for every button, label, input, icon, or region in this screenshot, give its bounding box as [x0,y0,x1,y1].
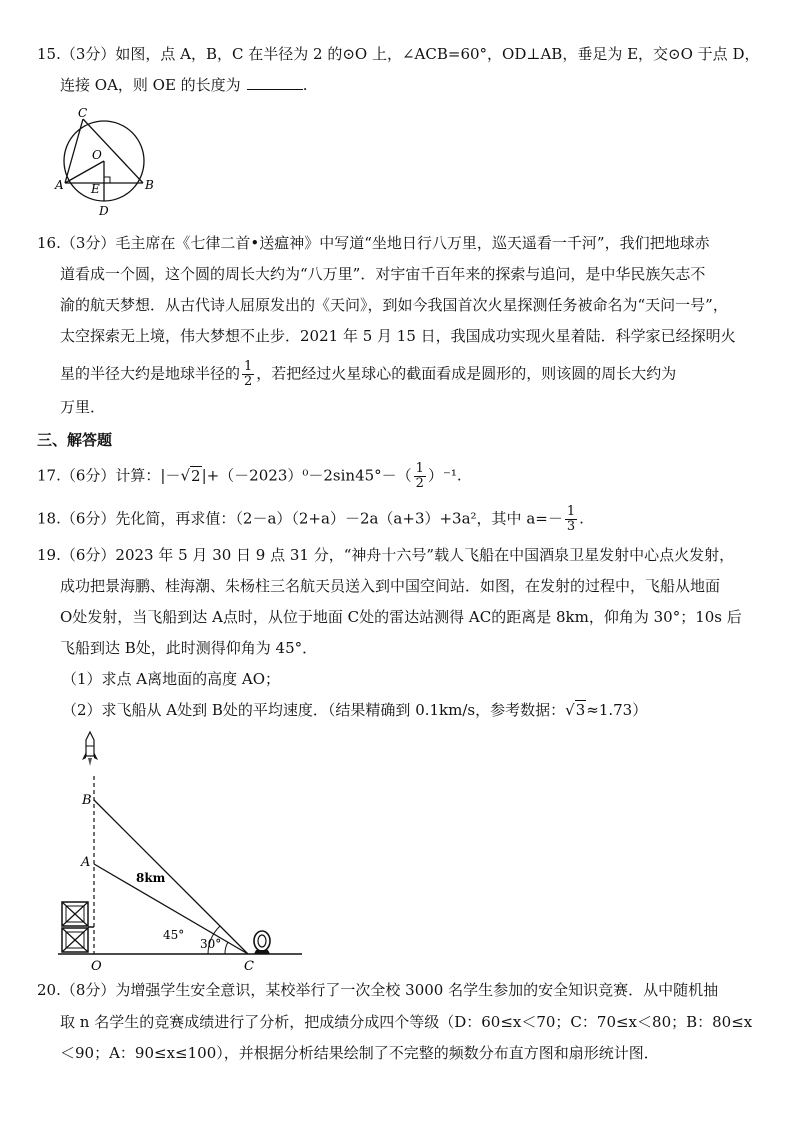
q15-answer-blank[interactable] [247,75,303,90]
q19-label-angle45: 45° [163,928,185,942]
q17-sqrt-val: 2 [191,466,201,485]
q15-label-a: A [55,178,64,192]
q19-label-o: O [91,959,102,974]
q19-label-dist: 8km [136,871,166,885]
q18-fraction [565,505,577,534]
q19-sub2-pre: （2）求飞船从 A处到 B处的平均速度．（结果精确到 0.1km/s，参考数据： [62,701,566,719]
q15-label-o: O [92,148,102,162]
q19-sub1: （1）求点 A离地面的高度 AO； [62,670,281,688]
q16-line1: 16.（3分）毛主席在《七律二首•送瘟神》中写道“坐地日行八万里，巡天遥看一千河”，我们把地球赤 [37,234,710,252]
q15-circle-figure [50,105,160,220]
building-icon [62,902,94,952]
q19-label-a: A [81,855,91,870]
q15-line2 [60,75,307,95]
q17-line [37,462,462,491]
q19-rocket-figure [50,728,320,974]
q16-frac-den: 2 [244,374,253,389]
q16-line4: 太空探索无上境，伟大梦想不止步．2021 年 5 月 15 日，我国成功实现火星着陆．科学家已经探明火 [60,327,736,345]
q16-line5-post: ，若把经过火星球心的截面看成是圆形的，则该圆的周长大约为 [256,364,677,383]
q15-label-b: B [145,178,154,192]
q15-line1: 15.（3分）如图，点 A，B，C 在半径为 2 的⊙O 上，∠ACB=60°，OD⊥AB，垂足为 E，交⊙O 于点 D， [37,45,760,63]
q19-line3: O处发射，当飞船到达 A点时，从位于地面 C处的雷达站测得 AC的距离是 8km，仰角为 30°；10s 后 [60,608,742,626]
q19-line2: 成功把景海鹏、桂海潮、朱杨柱三名航天员送入到中国空间站．如图，在发射的过程中，飞船从地面 [60,577,721,595]
q18-frac-den: 3 [566,519,576,534]
q17-sqrt: √2 [180,466,201,485]
q19-label-angle30: 30° [200,937,222,951]
q20-line1: 20.（8分）为增强学生安全意识，某校举行了一次全校 3000 名学生参加的安全知识竞赛．从中随机抽 [37,981,719,999]
q19-sub2 [62,700,647,720]
q16-line5-pre: 星的半径大约是地球半径的 [60,364,241,383]
q16-line2: 道看成一个圆，这个圆的周长大约为“八万里”．对宇宙千百年来的探索与追问，是中华民族矢志不 [60,265,706,283]
q15-label-c: C [78,106,88,120]
q17-mid: |+（－2023）⁰－2sin45°－（ [201,466,412,485]
q16-line3: 渝的航天梦想．从古代诗人屈原发出的《天问》，到如今我国首次火星探测任务被命名为“天问一号”， [60,296,728,314]
q15-label-d: D [99,204,109,218]
q19-line1: 19.（6分）2023 年 5 月 30 日 9 点 31 分，“神舟十六号”载人飞船在中国酒泉卫星发射中心点火发射， [37,546,735,564]
q19-sqrt: √3 [565,701,586,719]
q19-sqrt-val: 3 [575,701,586,719]
q15-line2-end: . [302,76,308,94]
q17-fraction [414,462,426,491]
q16-line6: 万里． [60,398,106,416]
q16-frac-num: 1 [244,359,253,374]
q20-line2: 取 n 名学生的竞赛成绩进行了分析，把成绩分成四个等级（D：60≤x＜70；C：70≤x＜80；B：80≤x [60,1013,753,1031]
q20-line3: ＜90；A：90≤x≤100），并根据分析结果绘制了不完整的频数分布直方图和扇形统计图． [60,1044,659,1062]
q18-pre: 18.（6分）先化简，再求值：（2－a）（2+a）－2a（a+3）+3a²，其中 a=－ [37,509,563,528]
q16-fraction [242,360,254,389]
q19-label-b: B [82,793,92,808]
q18-line [37,505,584,534]
rocket-icon [82,732,98,766]
q16-line5 [60,360,676,389]
q18-post: . [579,509,584,528]
q17-frac-den: 2 [415,476,424,491]
q18-frac-num: 1 [566,504,576,519]
q19-line4: 飞船到达 B处，此时测得仰角为 45°． [60,639,318,657]
q17-pre: 17.（6分）计算：|－ [37,466,181,485]
q15-label-e: E [91,182,100,196]
q19-label-c: C [244,959,254,974]
section-heading: 三、解答题 [37,431,113,449]
q17-post: ）⁻¹. [427,466,462,485]
q19-sub2-post: ≈1.73） [586,701,648,719]
q15-line2-text: 连接 OA，则 OE 的长度为 [60,76,241,94]
radar-icon [254,931,270,954]
q17-frac-num: 1 [415,461,424,476]
